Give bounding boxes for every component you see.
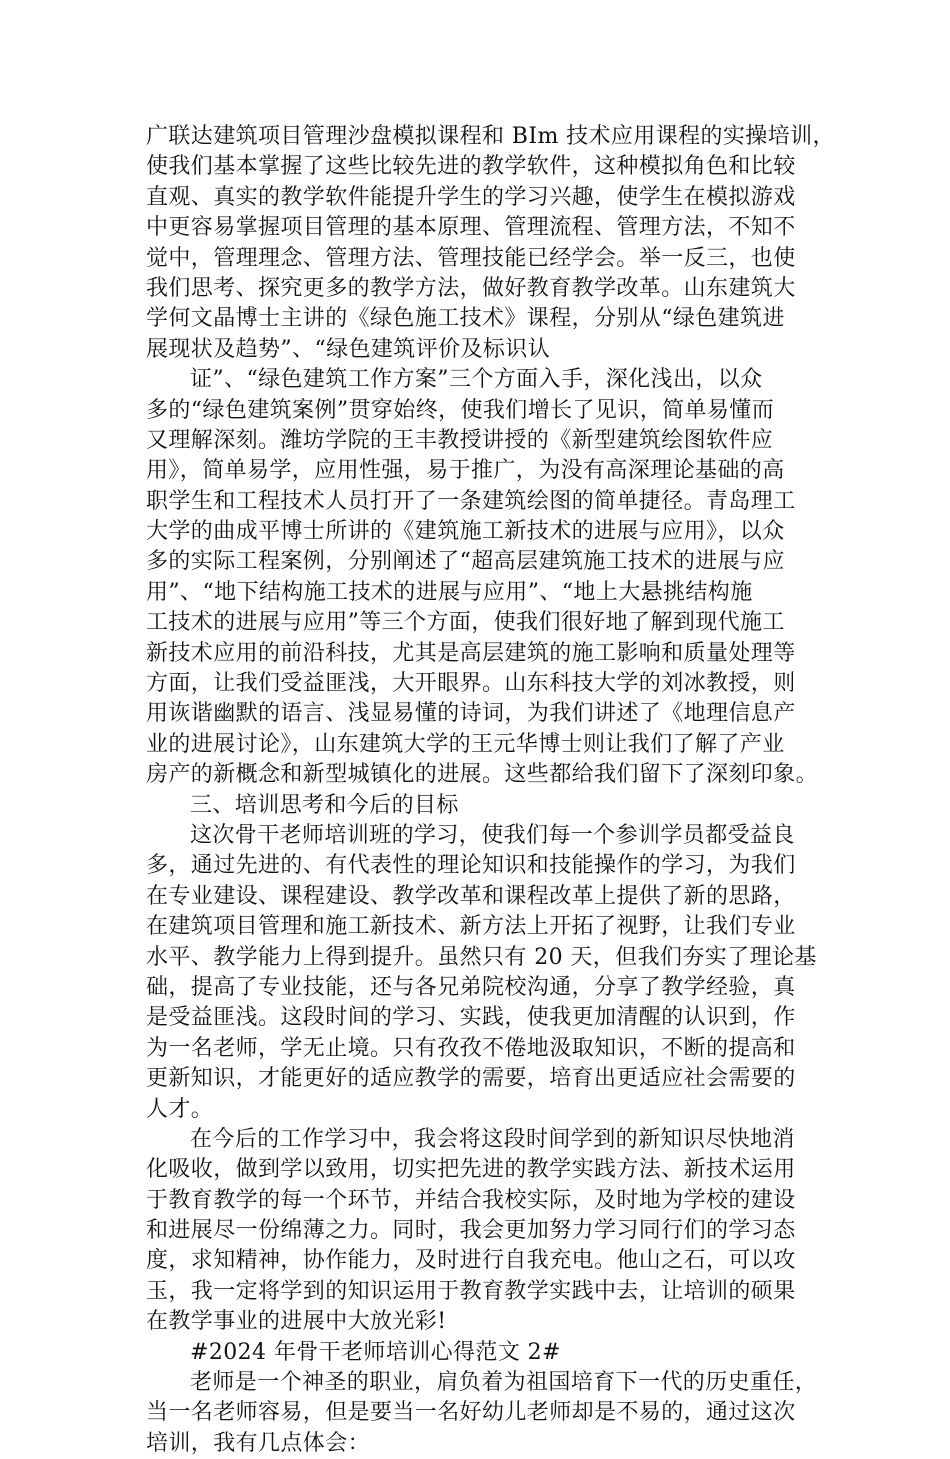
text-line: 在专业建设、课程建设、教学改革和课程改革上提供了新的思路， [146, 883, 796, 909]
text-line: #2024 年骨干老师培训心得范文 2# [190, 1339, 561, 1365]
text-line: 更新知识，才能更好的适应教学的需要，培育出更适应社会需要的 [146, 1066, 796, 1092]
text-line: 当一名老师容易，但是要当一名好幼儿老师却是不易的，通过这次 [146, 1400, 796, 1426]
text-line: 我们思考、探究更多的教学方法，做好教育教学改革。山东建筑大 [146, 275, 796, 301]
text-line: 在建筑项目管理和施工新技术、新方法上开拓了视野，让我们专业 [146, 914, 796, 940]
text-line: 人才。 [146, 1096, 214, 1122]
text-line: 房产的新概念和新型城镇化的进展。这些都给我们留下了深刻印象。 [146, 762, 819, 788]
text-line: 用》，简单易学，应用性强，易于推广，为没有高深理论基础的高 [146, 458, 785, 484]
text-line: 新技术应用的前沿科技，尤其是高层建筑的施工影响和质量处理等 [146, 640, 796, 666]
text-line: 础，提高了专业技能，还与各兄弟院校沟通，分享了教学经验，真 [146, 974, 796, 1000]
text-line: 度，求知精神，协作能力，及时进行自我充电。他山之石，可以攻 [146, 1248, 796, 1274]
text-line: 大学的曲成平博士所讲的《建筑施工新技术的进展与应用》，以众 [146, 519, 785, 545]
text-line: 培训，我有几点体会： [146, 1430, 371, 1456]
text-line: 于教育教学的每一个环节，并结合我校实际，及时地为学校的建设 [146, 1187, 796, 1213]
text-line: 觉中，管理理念、管理方法、管理技能已经学会。举一反三，也使 [146, 245, 796, 271]
text-line: 多的实际工程案例，分别阐述了“超高层建筑施工技术的进展与应 [146, 549, 785, 575]
document-body [146, 122, 835, 1459]
text-line: 老师是一个神圣的职业，肩负着为祖国培育下一代的历史重任， [190, 1370, 818, 1396]
text-line: 业的进展讨论》，山东建筑大学的王元华博士则让我们了解了产业 [146, 731, 785, 757]
text-line: 多，通过先进的、有代表性的理论知识和技能操作的学习，为我们 [146, 853, 796, 879]
text-line: 证”、“绿色建筑工作方案”三个方面入手，深化浅出，以众 [190, 367, 763, 393]
text-line: 为一名老师，学无止境。只有孜孜不倦地汲取知识，不断的提高和 [146, 1035, 796, 1061]
text-line: 三、培训思考和今后的目标 [190, 792, 459, 818]
text-line: 广联达建筑项目管理沙盘模拟课程和 BIm 技术应用课程的实操培训， [146, 124, 835, 149]
text-line: 化吸收，做到学以致用，切实把先进的教学实践方法、新技术运用 [146, 1157, 796, 1183]
text-line: 用”、“地下结构施工技术的进展与应用”、“地上大悬挑结构施 [146, 579, 753, 605]
text-line: 玉，我一定将学到的知识运用于教育教学实践中去，让培训的硕果 [146, 1278, 796, 1304]
text-line: 是受益匪浅。这段时间的学习、实践，使我更加清醒的认识到，作 [146, 1005, 796, 1031]
text-line: 职学生和工程技术人员打开了一条建筑绘图的简单捷径。青岛理工 [146, 488, 796, 514]
text-line: 展现状及趋势”、“绿色建筑评价及标识认 [146, 336, 551, 362]
text-line: 使我们基本掌握了这些比较先进的教学软件，这种模拟角色和比较 [146, 154, 796, 180]
text-line: 工技术的进展与应用”等三个方面，使我们很好地了解到现代施工 [146, 610, 785, 636]
text-line: 学何文晶博士主讲的《绿色施工技术》课程，分别从“绿色建筑进 [146, 306, 785, 332]
text-line: 方面，让我们受益匪浅，大开眼界。山东科技大学的刘冰教授，则 [146, 671, 796, 697]
text-line: 直观、真实的教学软件能提升学生的学习兴趣，使学生在模拟游戏 [146, 184, 796, 210]
text-line: 在今后的工作学习中，我会将这段时间学到的新知识尽快地消 [190, 1126, 795, 1152]
text-line: 多的“绿色建筑案例”贯穿始终，使我们增长了见识，简单易懂而 [146, 397, 775, 423]
text-line: 中更容易掌握项目管理的基本原理、管理流程、管理方法，不知不 [146, 215, 796, 241]
text-line: 用诙谐幽默的语言、浅显易懂的诗词，为我们讲述了《地理信息产 [146, 701, 796, 727]
text-line: 水平、教学能力上得到提升。虽然只有 20 天，但我们夯实了理论基 [146, 944, 817, 970]
text-line: 又理解深刻。潍坊学院的王丰教授讲授的《新型建筑绘图软件应 [146, 427, 774, 453]
text-line: 在教学事业的进展中大放光彩! [146, 1309, 447, 1335]
text-line: 这次骨干老师培训班的学习，使我们每一个参训学员都受益良 [190, 822, 795, 848]
text-line: 和进展尽一份绵薄之力。同时，我会更加努力学习同行们的学习态 [146, 1218, 796, 1244]
